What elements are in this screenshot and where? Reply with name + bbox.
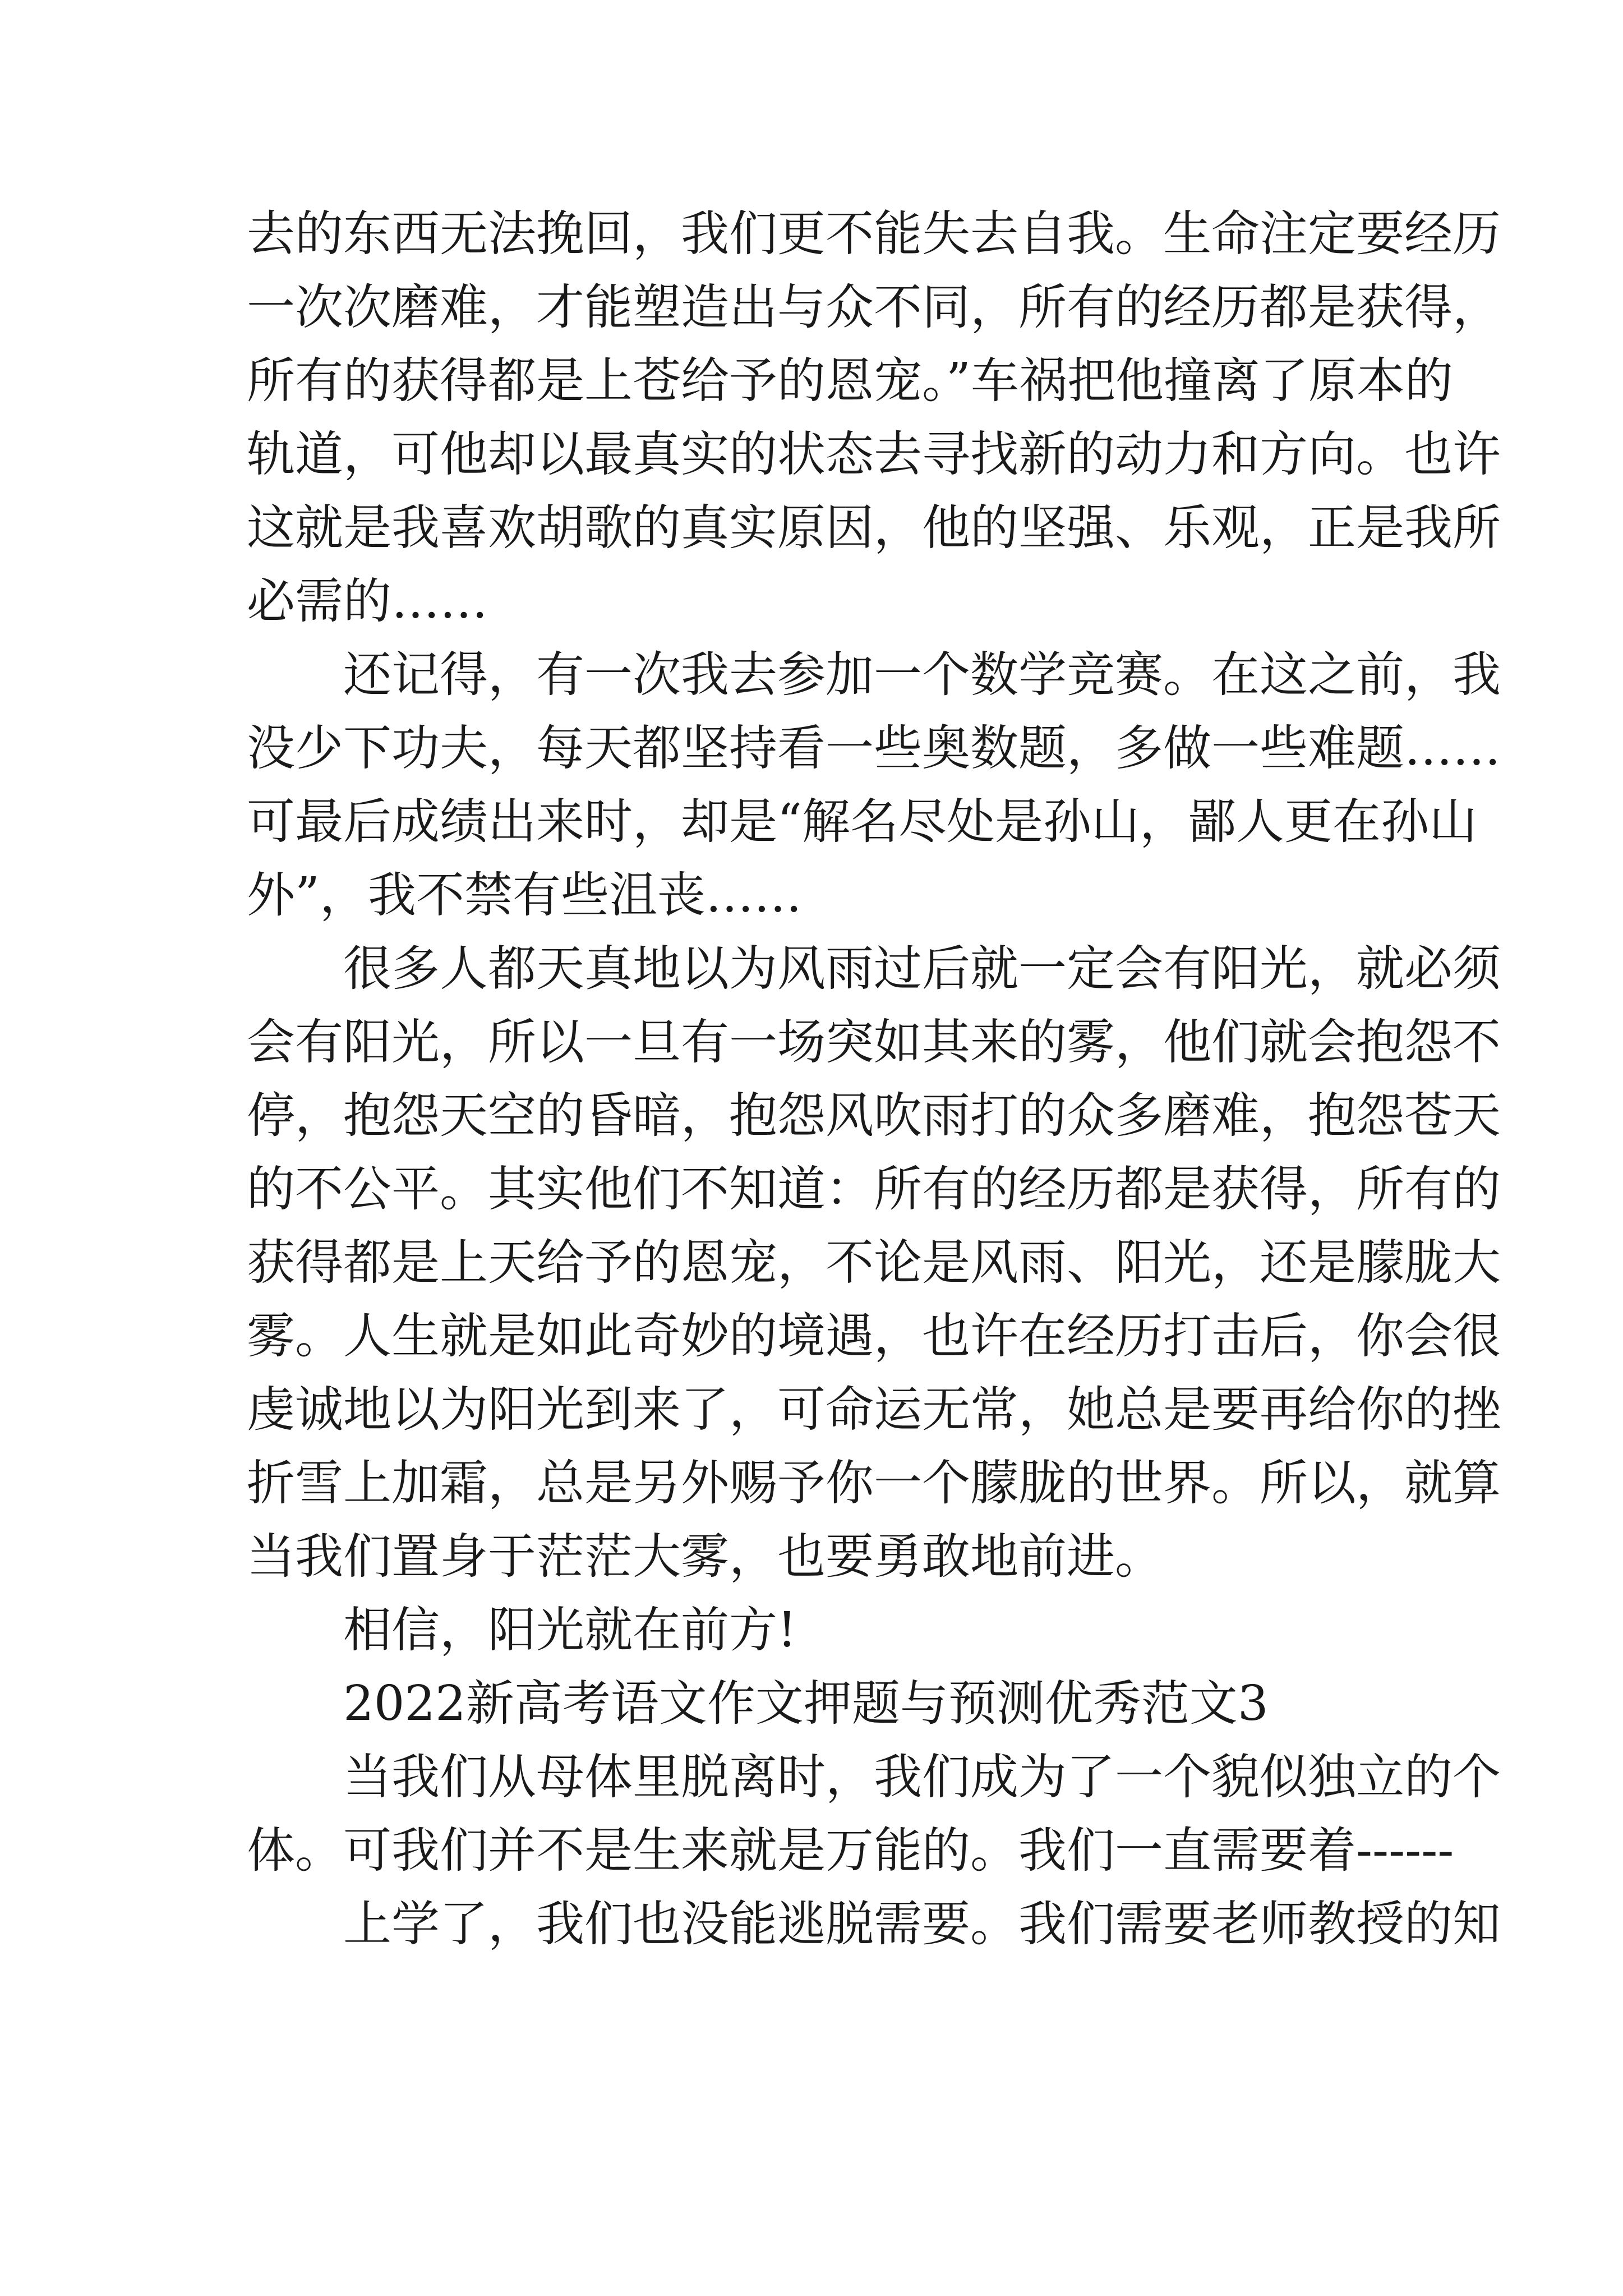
text-line: 停，抱怨天空的昏暗，抱怨风吹雨打的众多磨难，抱怨苍天: [247, 1088, 1501, 1144]
text-line: 一次次磨难，才能塑造出与众不同，所有的经历都是获得，: [247, 279, 1501, 335]
paragraph-6: [247, 1741, 1501, 1888]
text-line: 折雪上加霜，总是另外赐予你一个朦胧的世界。所以，就算: [247, 1455, 1501, 1511]
paragraph-2: [247, 638, 1501, 932]
text-line: 会有阳光，所以一旦有一场突如其来的雾，他们就会抱怨不: [247, 1014, 1501, 1070]
section-title: 2022新高考语文作文押题与预测优秀范文3: [343, 1676, 1269, 1732]
text-line: 这就是我喜欢胡歌的真实原因，他的坚强、乐观，正是我所: [247, 500, 1501, 556]
text-line: 没少下功夫，每天都坚持看一些奥数题，多做一些难题……: [247, 720, 1501, 776]
text-line: 虔诚地以为阳光到来了，可命运无常，她总是要再给你的挫: [247, 1382, 1501, 1438]
paragraph-4: [247, 1594, 1391, 1667]
text-line: 雾。人生就是如此奇妙的境遇，也许在经历打击后，你会很: [247, 1308, 1501, 1364]
text-line: 还记得，有一次我去参加一个数学竞赛。在这之前，我: [343, 647, 1501, 703]
text-line: 上学了，我们也没能逃脱需要。我们需要老师教授的知: [343, 1896, 1501, 1952]
text-line: 的不公平。其实他们不知道：所有的经历都是获得，所有的: [247, 1161, 1501, 1217]
text-line: 很多人都天真地以为风雨过后就一定会有阳光，就必须: [343, 941, 1501, 997]
text-line: 去的东西无法挽回，我们更不能失去自我。生命注定要经历: [247, 206, 1501, 262]
text-line: 外”，我不禁有些沮丧……: [247, 867, 802, 923]
text-line: 必需的……: [247, 573, 488, 629]
paragraph-7: [247, 1888, 1501, 1961]
text-line: 当我们从母体里脱离时，我们成为了一个貌似独立的个: [343, 1749, 1501, 1805]
section-heading: [247, 1667, 1391, 1741]
paragraph-1: [247, 197, 1501, 638]
paragraph-3: [247, 932, 1501, 1594]
document-body: [247, 197, 1501, 1961]
text-line: 所有的获得都是上苍给予的恩宠。”车祸把他撞离了原本的: [247, 353, 1453, 409]
text-line: 体。可我们并不是生来就是万能的。我们一直需要着------: [247, 1823, 1454, 1879]
text-line: 可最后成绩出来时，却是“解名尽处是孙山，鄙人更在孙山: [247, 794, 1477, 850]
text-line: 轨道，可他却以最真实的状态去寻找新的动力和方向。也许: [247, 426, 1501, 482]
text-line: 当我们置身于茫茫大雾，也要勇敢地前进。: [247, 1529, 1163, 1585]
text-line: 获得都是上天给予的恩宠，不论是风雨、阳光，还是朦胧大: [247, 1235, 1501, 1291]
text-line: 相信，阳光就在前方!: [343, 1602, 797, 1658]
